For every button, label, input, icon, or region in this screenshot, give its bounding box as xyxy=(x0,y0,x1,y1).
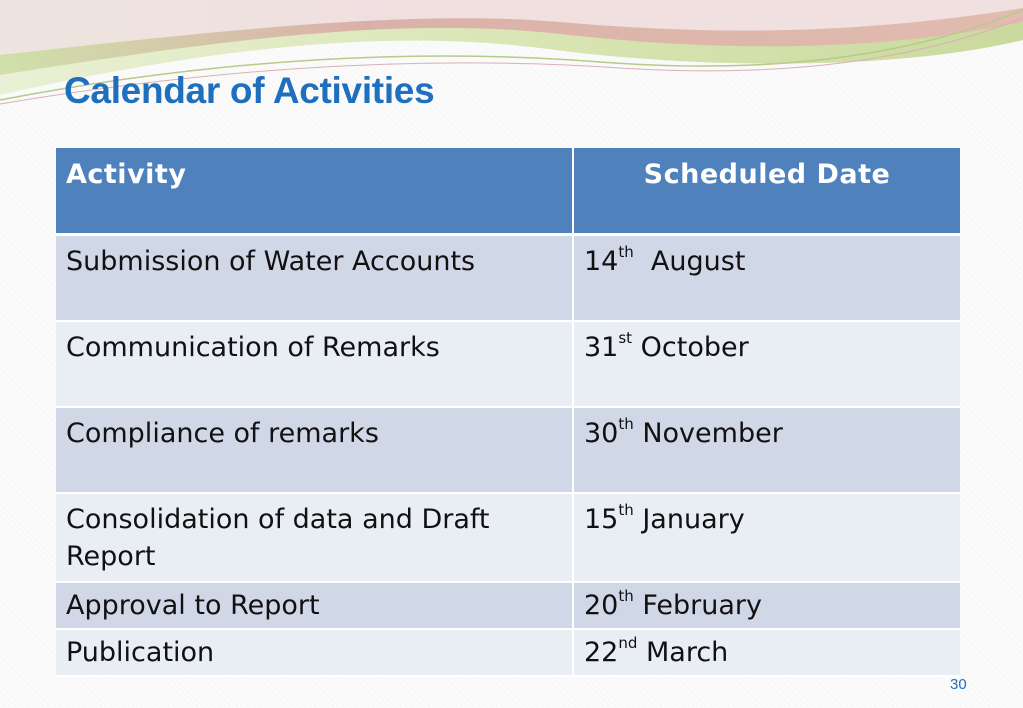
activities-table xyxy=(56,148,960,677)
table-header-row xyxy=(56,148,960,236)
date-cell xyxy=(574,236,960,322)
table-row xyxy=(56,236,960,322)
date-suffix: th xyxy=(618,243,634,261)
table-row xyxy=(56,583,960,630)
date-suffix: th xyxy=(618,415,634,433)
date-month: March xyxy=(645,637,729,668)
activity-cell: Consolidation of data and Draft Report xyxy=(56,494,574,583)
activity-cell: Publication xyxy=(56,630,574,677)
date-suffix: th xyxy=(618,587,634,605)
header-scheduled-date: Scheduled Date xyxy=(574,148,960,236)
table-row xyxy=(56,322,960,408)
page-number: 30 xyxy=(950,676,967,693)
date-cell xyxy=(574,630,960,677)
date-month: October xyxy=(640,332,749,363)
date-cell xyxy=(574,322,960,408)
date-suffix: th xyxy=(618,501,634,519)
table-row xyxy=(56,408,960,494)
date-cell xyxy=(574,408,960,494)
date-day: 31 xyxy=(584,332,619,363)
table-row xyxy=(56,630,960,677)
date-day: 15 xyxy=(584,504,619,535)
date-month: November xyxy=(642,418,783,449)
date-suffix: st xyxy=(618,329,633,347)
date-month: January xyxy=(642,504,745,535)
activity-cell: Approval to Report xyxy=(56,583,574,630)
date-day: 22 xyxy=(584,637,619,668)
activity-cell: Communication of Remarks xyxy=(56,322,574,408)
date-suffix: nd xyxy=(618,634,638,652)
header-activity: Activity xyxy=(56,148,574,236)
page-title: Calendar of Activities xyxy=(64,70,435,111)
date-cell xyxy=(574,494,960,583)
date-day: 20 xyxy=(584,590,619,621)
date-cell xyxy=(574,583,960,630)
date-day: 30 xyxy=(584,418,619,449)
date-day: 14 xyxy=(584,246,619,277)
date-month: August xyxy=(650,246,746,277)
date-month: February xyxy=(642,590,762,621)
activity-cell: Compliance of remarks xyxy=(56,408,574,494)
table-row xyxy=(56,494,960,583)
activity-cell: Submission of Water Accounts xyxy=(56,236,574,322)
